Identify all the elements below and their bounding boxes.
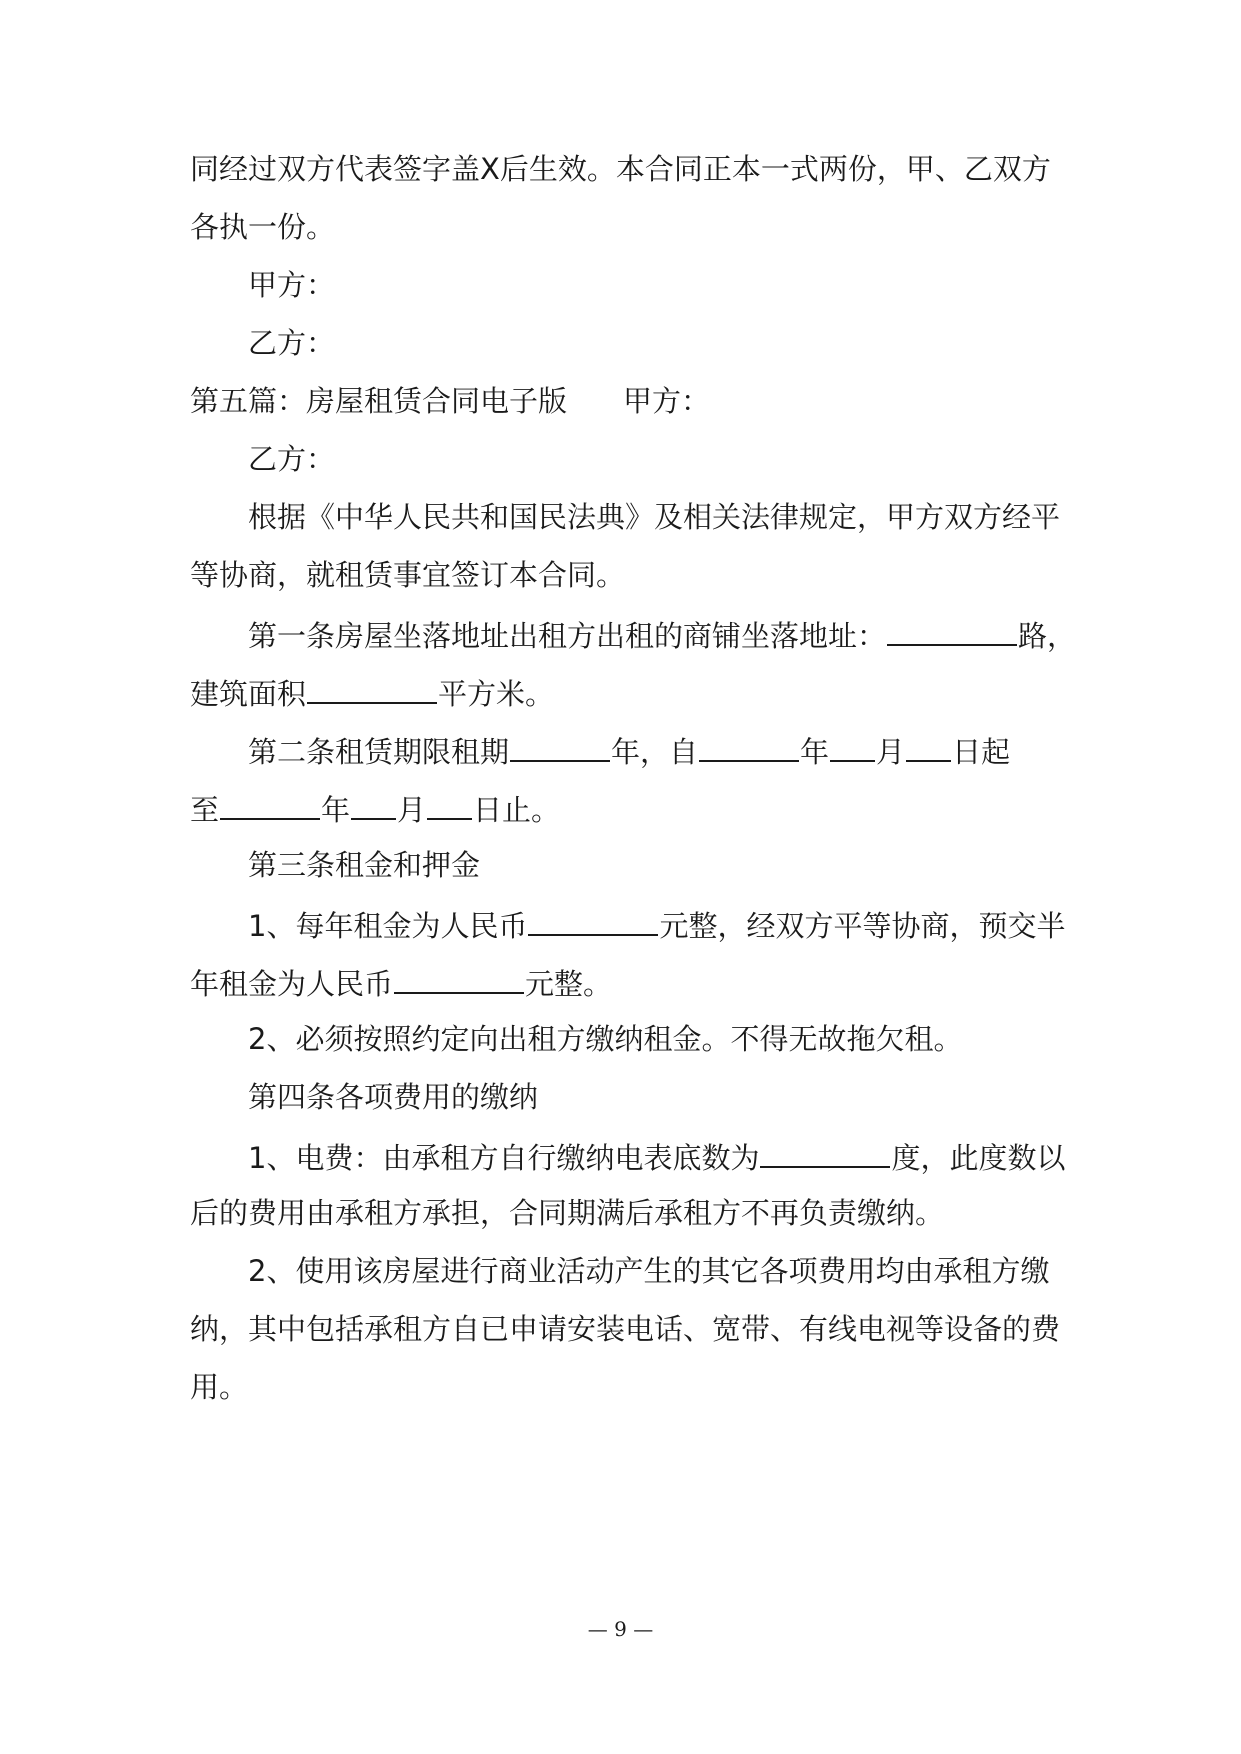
fill-blank (427, 788, 472, 820)
text: 纳，其中包括承租方自已申请安装电话、宽带、有线电视等设备的费 (190, 1312, 1061, 1346)
text: 后的费用由承租方承担，合同期满后承租方不再负责缴纳。 (190, 1196, 945, 1230)
text: 元整。 (525, 967, 613, 1001)
party-b-label (248, 440, 1070, 478)
text: 月 (397, 793, 427, 827)
text: 2、必须按照约定向出租方缴纳租金。不得无故拖欠租。 (248, 1022, 963, 1056)
party-a-label: 甲方： (623, 384, 711, 418)
text: 第二条租赁期限租期 (248, 735, 510, 769)
party-b-label (248, 324, 1070, 362)
text: 路， (1018, 619, 1077, 653)
section-title: 第五篇：房屋租赁合同电子版 (190, 384, 568, 418)
text: 月 (876, 735, 906, 769)
text: 第一条房屋坐落地址出租方出租的商铺坐落地址： (248, 619, 887, 653)
fill-blank (510, 730, 610, 762)
clause-address (248, 614, 1077, 655)
clause-area (190, 672, 1070, 713)
text: 1、电费：由承租方自行缴纳电表底数为 (248, 1141, 760, 1175)
section-heading (190, 382, 1070, 420)
text: 甲方： (248, 268, 336, 302)
text: 日止。 (473, 793, 561, 827)
text: 乙方： (248, 326, 336, 360)
text: 同经过双方代表签字盖X后生效。本合同正本一式两份，甲、乙双方 (190, 152, 1051, 186)
paragraph-line (248, 1252, 1070, 1290)
text: 第四条各项费用的缴纳 (248, 1080, 539, 1114)
fill-blank (394, 962, 524, 994)
fill-blank (528, 904, 658, 936)
page-number: — 9 — (587, 1617, 654, 1641)
fill-blank (906, 730, 951, 762)
text: 1、每年租金为人民币 (248, 909, 528, 943)
fill-blank (830, 730, 875, 762)
text: 年租金为人民币 (190, 967, 394, 1001)
clause-heading (248, 1078, 1070, 1116)
text: 平方米。 (438, 677, 555, 711)
clause-term-end (190, 788, 1070, 829)
text: 第三条租金和押金 (248, 848, 481, 882)
fill-blank (699, 730, 799, 762)
text: 年 (800, 735, 830, 769)
fill-blank (307, 672, 437, 704)
paragraph-line (190, 1310, 1070, 1348)
clause-term (248, 730, 1070, 771)
text: 建筑面积 (190, 677, 307, 711)
paragraph-line (190, 150, 1070, 188)
text: 至 (190, 793, 220, 827)
fill-blank (351, 788, 396, 820)
clause-heading (248, 846, 1070, 884)
fill-blank (887, 614, 1017, 646)
text: 等协商，就租赁事宜签订本合同。 (190, 558, 626, 592)
text: 元整，经双方平等协商，预交半 (659, 909, 1066, 943)
text: 用。 (190, 1370, 249, 1404)
paragraph-line (190, 1194, 1070, 1232)
text: 乙方： (248, 442, 336, 476)
clause-electricity (248, 1136, 1070, 1177)
paragraph-line (190, 556, 1070, 594)
paragraph-line (190, 1368, 1070, 1406)
text: 年 (321, 793, 351, 827)
text: 各执一份。 (190, 210, 336, 244)
text: 日起 (952, 735, 1011, 769)
fill-blank (760, 1136, 890, 1168)
fill-blank (220, 788, 320, 820)
text: 根据《中华人民共和国民法典》及相关法律规定，甲方双方经平 (248, 500, 1061, 534)
paragraph-line (190, 208, 1070, 246)
party-a-label (248, 266, 1070, 304)
text: 年，自 (611, 735, 699, 769)
paragraph-line (248, 498, 1070, 536)
clause-rent (248, 904, 1070, 945)
clause-rent-prepay (190, 962, 1070, 1003)
paragraph-line (248, 1020, 1070, 1058)
text: 度，此度数以 (891, 1141, 1066, 1175)
text: 2、使用该房屋进行商业活动产生的其它各项费用均由承租方缴 (248, 1254, 1050, 1288)
